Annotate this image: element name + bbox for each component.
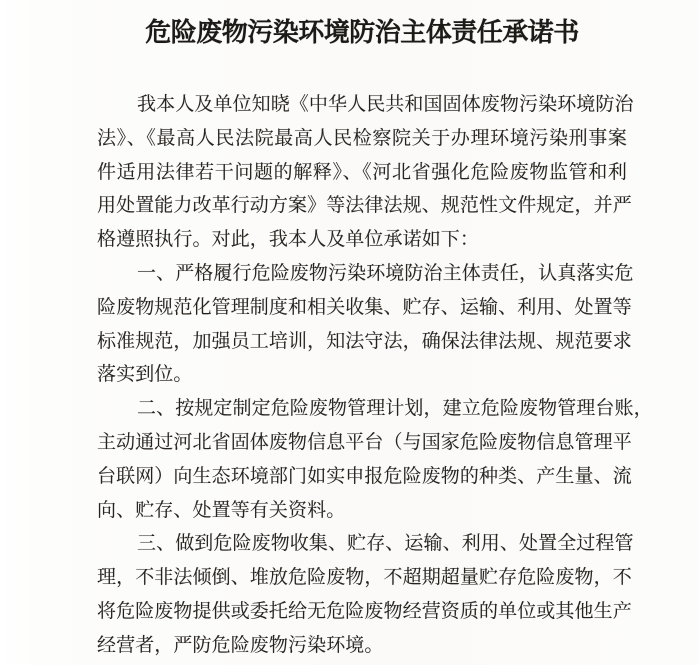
text-line: 件适用法律若干问题的解释》、《河北省强化危险废物监管和利 (97, 161, 627, 183)
text-line: 三、做到危险废物收集、贮存、运输、利用、处置全过程管 (137, 533, 634, 555)
text-line: 将危险废物提供或委托给无危险废物经营资质的单位或其他生产 (97, 600, 632, 622)
document-title: 危险废物污染环境防治主体责任承诺书 (145, 18, 579, 47)
paragraph-item-3 (97, 527, 634, 662)
text-line: 经营者，严防危险废物污染环境。 (97, 634, 384, 656)
text-line: 标准规范，加强员工培训，知法守法，确保法律法规、规范要求 (97, 330, 632, 352)
text-line: 格遵照执行。对此，我本人及单位承诺如下： (97, 229, 480, 251)
text-line: 落实到位。 (97, 364, 193, 386)
text-line: 主动通过河北省固体废物信息平台（与国家危险废物信息管理平 (97, 431, 632, 453)
text-line: 我本人及单位知晓《中华人民共和国固体废物污染环境防治 (137, 94, 634, 115)
document-body (97, 88, 653, 663)
paragraph-preamble (97, 88, 634, 257)
text-line: 二、按规定制定危险废物管理计划，建立危险废物管理台账， (137, 398, 653, 420)
text-line: 台联网）向生态环境部门如实申报危险废物的种类、产生量、流 (97, 465, 632, 487)
text-line: 用处置能力改革行动方案》等法律法规、规范性文件规定，并严 (97, 195, 632, 217)
text-line: 理，不非法倾倒、堆放危险废物，不超期超量贮存危险废物，不 (97, 567, 632, 589)
paragraph-item-1 (97, 257, 634, 392)
paragraph-item-2 (97, 392, 653, 527)
text-line: 向、贮存、处置等有关资料。 (97, 499, 346, 521)
text-line: 法》、《最高人民法院最高人民检察院关于办理环境污染刑事案 (97, 127, 627, 149)
text-line: 一、严格履行危险废物污染环境防治主体责任，认真落实危 (137, 262, 634, 284)
text-line: 险废物规范化管理制度和相关收集、贮存、运输、利用、处置等 (97, 296, 632, 318)
